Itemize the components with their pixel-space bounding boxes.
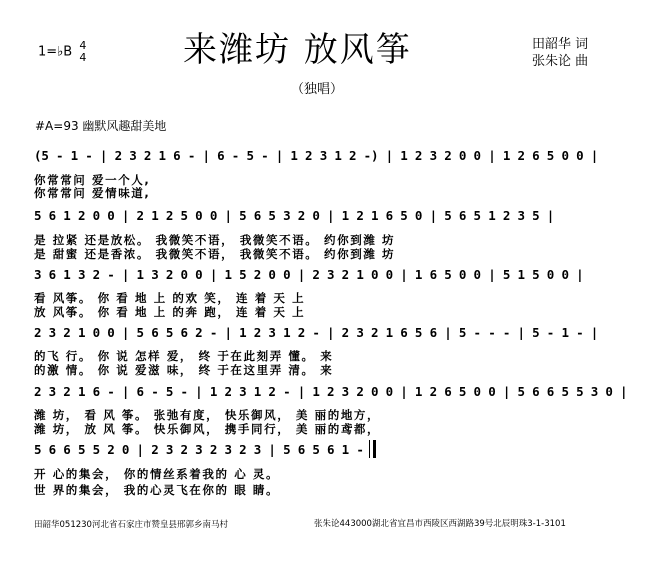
final-barline-thick: [373, 440, 376, 458]
music-line: 2 3 2 1 0 0 | 5 6 5 6 2 - | 1 2 3 1 2 - | 2 3 2 1 6 5 6 | 5 - - - | 5 - 1 - |: [34, 325, 599, 340]
music-line: 5 6 1 2 0 0 | 2 1 2 5 0 0 | 5 6 5 3 2 0 | 1 2 1 6 5 0 | 5 6 5 1 2 3 5 |: [34, 208, 555, 223]
key-signature: [38, 40, 86, 64]
lyric-line: 你常常问 爱一个人,: [34, 173, 151, 187]
music-line: (5 - 1 - | 2 3 2 1 6 - | 6 - 5 - | 1 2 3 1 2 -) | 1 2 3 2 0 0 | 1 2 6 5 0 0 |: [34, 148, 599, 163]
lyric-line: 是 甜蜜 还是香浓。 我微笑不语， 我微笑不语。 约你到潍 坊: [34, 247, 396, 261]
music-line: 3 6 1 3 2 - | 1 3 2 0 0 | 1 5 2 0 0 | 2 3 2 1 0 0 | 1 6 5 0 0 | 5 1 5 0 0 |: [34, 267, 584, 282]
time-top: 4: [79, 39, 87, 52]
song-title: 来潍坊 放风筝: [183, 30, 412, 70]
lyric-line: 潍 坊， 放 风 筝。 快乐御风， 携手同行， 美 丽的鸢都，: [34, 422, 381, 436]
composer-address: 张朱论443000湖北省宜昌市西陵区西湖路39号北辰明珠3-1-3101: [314, 519, 566, 529]
final-barline-thin: [369, 440, 370, 458]
tempo-marking: #A=93 幽默风趣甜美地: [35, 119, 167, 133]
lyric-line: 放 风筝。 你 看 地 上 的奔 跑， 连 着 天 上: [34, 305, 306, 319]
music-line: 5 6 6 5 5 2 0 | 2 3 2 3 2 3 2 3 | 5 6 5 6 1 -: [34, 442, 364, 457]
lyricist: 田韶华 词: [532, 37, 589, 52]
time-signature: [79, 40, 86, 64]
lyricist-address: 田韶华051230河北省石家庄市赞皇县邢郭乡南马村: [34, 520, 228, 530]
credits: [532, 36, 588, 70]
lyric-line: 的激 情。 你 说 爱滋 味， 终 于在这里弄 清。 来: [34, 363, 334, 377]
key-label: 1=♭B: [38, 44, 73, 60]
lyric-line: 是 拉紧 还是放松。 我微笑不语， 我微笑不语。 约你到潍 坊: [34, 233, 396, 247]
lyric-line: 你常常问 爱情味道,: [34, 186, 151, 200]
lyric-line: 看 风筝。 你 看 地 上 的欢 笑， 连 着 天 上: [34, 291, 306, 305]
music-line: 2 3 2 1 6 - | 6 - 5 - | 1 2 3 1 2 - | 1 2 3 2 0 0 | 1 2 6 5 0 0 | 5 6 6 5 5 3 0 |: [34, 384, 628, 399]
lyric-line: 开 心的集会， 你的情丝系着我的 心 灵。: [34, 467, 280, 481]
lyric-line: 的飞 行。 你 说 怎样 爱， 终 于在此刻弄 懂。 来: [34, 349, 334, 363]
lyric-line: 潍 坊， 看 风 筝。 张弛有度， 快乐御风， 美 丽的地方，: [34, 408, 381, 422]
lyric-line: 世 界的集会， 我的心灵飞在你的 眼 睛。: [34, 483, 280, 497]
time-bottom: 4: [79, 51, 87, 64]
performance-type: （独唱）: [291, 82, 344, 97]
composer: 张朱论 曲: [532, 54, 589, 69]
